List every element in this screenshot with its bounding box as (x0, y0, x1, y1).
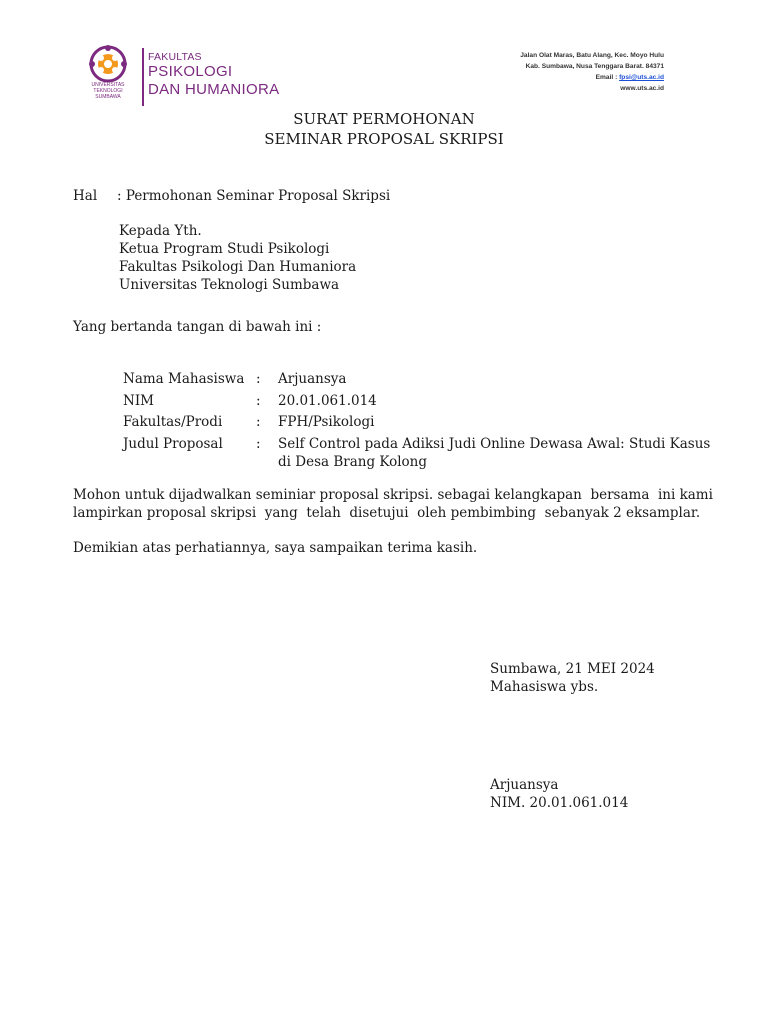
body-line: Mohon untuk dijadwalkan seminiar proposal skripsi. sebagai kelangkapan bersama ini kami (73, 487, 713, 503)
recipient-line: Kepada Yth. (119, 223, 202, 239)
letter-subtitle: SEMINAR PROPOSAL SKRIPSI (264, 130, 504, 148)
detail-value: 20.01.061.014 (278, 393, 377, 409)
body-line: lampirkan proposal skripsi yang telah disetujui oleh pembimbing sebanyak 2 eksamplar. (73, 505, 701, 521)
detail-value: FPH/Psikologi (278, 414, 375, 430)
website-line: www.uts.ac.id (620, 85, 664, 92)
university-line: SUMBAWA (95, 94, 121, 100)
detail-label: NIM (123, 393, 154, 409)
address-line: Kab. Sumbawa, Nusa Tenggara Barat. 84371 (525, 63, 664, 70)
place-date: Sumbawa, 21 MEI 2024 (490, 661, 655, 677)
detail-colon: : (256, 371, 261, 387)
letterhead-logo (86, 44, 286, 110)
email-link[interactable]: fpsi@uts.ac.id (619, 74, 664, 81)
body-paragraph (73, 486, 713, 522)
detail-colon: : (256, 414, 261, 430)
university-logo-icon (86, 44, 130, 84)
recipient-block (119, 222, 356, 294)
address-line: Jalan Olat Maras, Batu Alang, Kec. Moyo Hulu (520, 52, 664, 59)
detail-label: Fakultas/Prodi (123, 414, 223, 430)
email-label: Email : (595, 74, 620, 81)
recipient-line: Universitas Teknologi Sumbawa (119, 277, 340, 293)
hal-label: Hal (73, 188, 98, 204)
signer-name: Arjuansya (490, 777, 559, 793)
proposal-title-line: Self Control pada Adiksi Judi Online Dewasa Awal: Studi Kasus (278, 436, 711, 452)
detail-value (278, 435, 718, 471)
detail-colon: : (256, 393, 261, 409)
closing-paragraph: Demikian atas perhatiannya, saya sampaikan terima kasih. (73, 540, 478, 556)
letter-title: SURAT PERMOHONAN (293, 110, 475, 128)
faculty-name-line1: PSIKOLOGI (148, 63, 233, 80)
detail-value: Arjuansya (278, 371, 347, 387)
recipient-line: Fakultas Psikologi Dan Humaniora (119, 259, 357, 275)
hal-value: : Permohonan Seminar Proposal Skripsi (117, 188, 391, 204)
faculty-name-line2: DAN HUMANIORA (148, 81, 280, 98)
detail-label: Judul Proposal (123, 436, 223, 452)
recipient-line: Ketua Program Studi Psikologi (119, 241, 330, 257)
university-line: TEKNOLOGI (93, 88, 123, 94)
signer-nim: NIM. 20.01.061.014 (490, 795, 629, 811)
signer-role: Mahasiswa ybs. (490, 679, 599, 695)
email-line (520, 72, 664, 83)
intro-text: Yang bertanda tangan di bawah ini : (73, 319, 322, 335)
letterhead-divider (142, 48, 144, 106)
faculty-label: FAKULTAS (148, 51, 202, 63)
detail-colon: : (256, 436, 261, 452)
university-name (86, 82, 130, 100)
proposal-title-line: di Desa Brang Kolong (278, 454, 428, 470)
detail-label: Nama Mahasiswa (123, 371, 245, 387)
university-line: UNIVERSITAS (91, 82, 125, 88)
letterhead-address (520, 50, 664, 94)
